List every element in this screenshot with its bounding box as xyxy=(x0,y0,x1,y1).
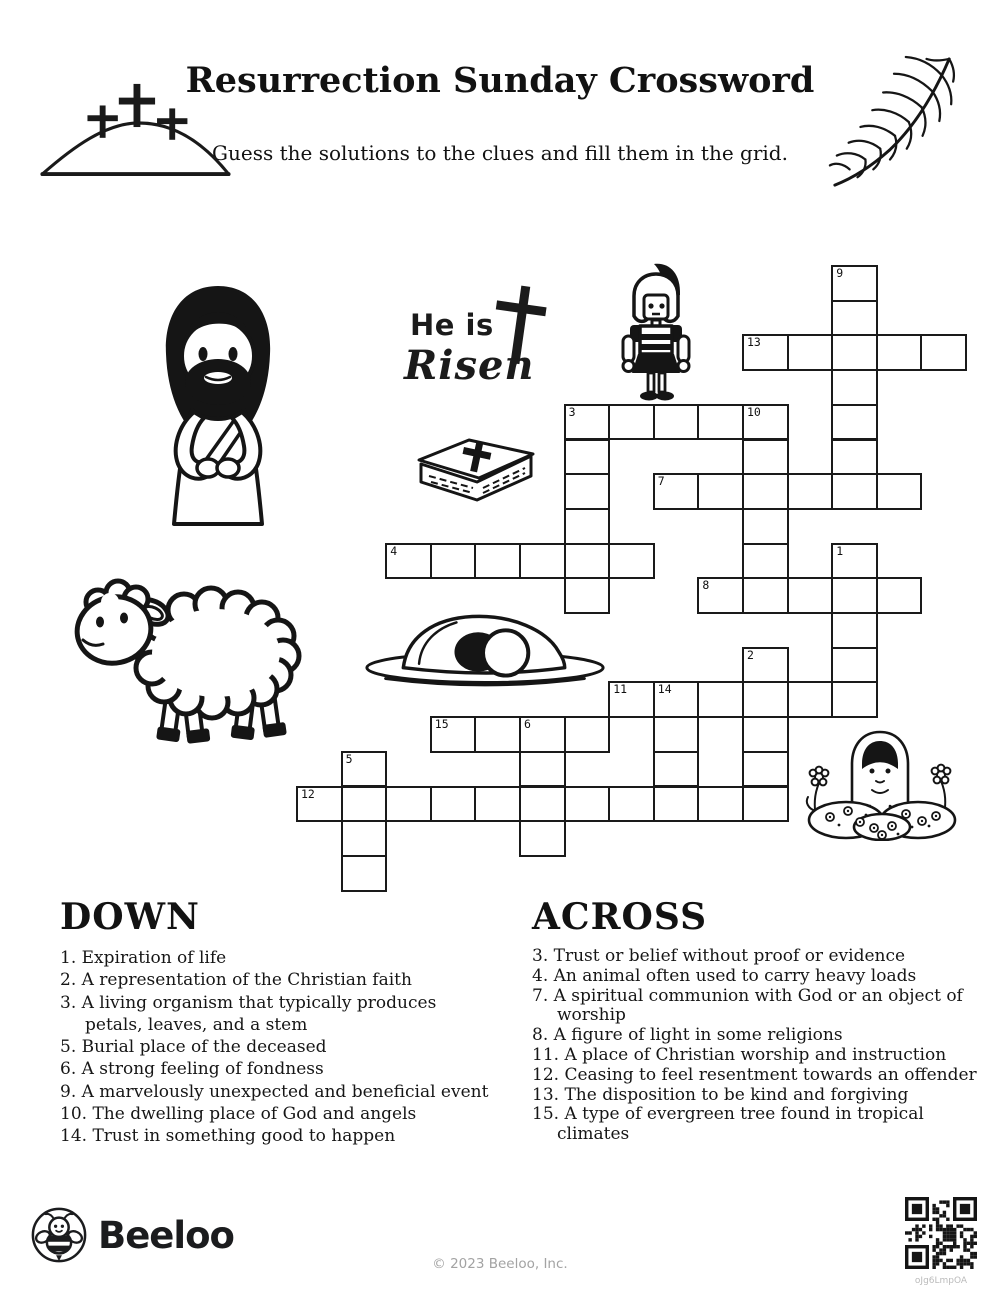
clue-text: A spiritual communion with God or an object of worship xyxy=(553,985,963,1026)
grid-cell[interactable] xyxy=(787,473,834,510)
grid-cell[interactable] xyxy=(831,612,878,649)
grid-cell[interactable] xyxy=(831,647,878,684)
cell-number: 7 xyxy=(657,474,665,489)
he-is-risen-graphic xyxy=(404,284,554,396)
grid-cell[interactable] xyxy=(742,334,789,371)
cell-number: 2 xyxy=(747,647,754,662)
grid-cell[interactable] xyxy=(831,369,878,406)
grid-cell[interactable] xyxy=(742,439,789,476)
grid-cell[interactable] xyxy=(341,751,388,788)
grid-cell[interactable] xyxy=(787,334,834,371)
grid-cell[interactable] xyxy=(341,820,388,857)
clue-number: 6. xyxy=(60,1059,82,1080)
clue-number: 8. xyxy=(532,1025,554,1046)
clue-item xyxy=(60,947,490,969)
grid-cell[interactable] xyxy=(564,543,611,580)
cell-number: 5 xyxy=(345,751,353,766)
grid-cell[interactable] xyxy=(831,439,878,476)
grid-cell[interactable] xyxy=(876,334,923,371)
clue-number: 15. xyxy=(532,1104,565,1125)
grid-cell[interactable] xyxy=(742,473,789,510)
roman-soldier-illustration xyxy=(608,262,704,402)
clue-text: A marvelously unexpected and beneficial event xyxy=(81,1081,489,1102)
grid-cell[interactable] xyxy=(742,751,789,788)
cell-number: 3 xyxy=(568,404,576,419)
grid-cell[interactable] xyxy=(653,404,700,441)
grid-cell[interactable] xyxy=(876,473,923,510)
grid-cell[interactable] xyxy=(787,577,834,614)
down-clue-list xyxy=(60,947,490,1148)
grid-cell[interactable] xyxy=(519,751,566,788)
grid-cell[interactable] xyxy=(430,543,477,580)
grid-cell[interactable] xyxy=(831,473,878,510)
clue-text: A strong feeling of fondness xyxy=(81,1059,324,1080)
grid-cell[interactable] xyxy=(787,681,834,718)
grid-cell[interactable] xyxy=(474,786,521,823)
qr-code-box xyxy=(905,1197,977,1286)
clue-item xyxy=(60,1036,490,1058)
grid-cell[interactable] xyxy=(608,404,655,441)
cell-number: 9 xyxy=(836,266,844,280)
grid-cell[interactable] xyxy=(697,404,744,441)
cell-number: 8 xyxy=(702,578,710,593)
clue-text: An animal often used to carry heavy loads xyxy=(553,965,917,986)
clue-number: 12. xyxy=(532,1064,565,1085)
clue-text: The disposition to be kind and forgiving xyxy=(564,1084,909,1105)
clue-item xyxy=(60,992,490,1037)
clue-item xyxy=(532,947,978,967)
grid-cell[interactable] xyxy=(608,786,655,823)
grid-cell[interactable] xyxy=(697,577,744,614)
grid-cell[interactable] xyxy=(831,300,878,337)
clue-text: The dwelling place of God and angels xyxy=(92,1104,417,1125)
grid-cell[interactable] xyxy=(564,716,611,753)
page-title: Resurrection Sunday Crossword xyxy=(185,60,815,101)
clue-item xyxy=(532,1105,978,1145)
grid-cell[interactable] xyxy=(831,577,878,614)
clue-number: 11. xyxy=(532,1044,565,1065)
page-subtitle: Guess the solutions to the clues and fill them in the grid. xyxy=(212,141,788,165)
clue-item xyxy=(60,1125,490,1147)
clue-text: Expiration of life xyxy=(81,948,227,968)
empty-tomb-illustration xyxy=(360,608,610,690)
grid-cell[interactable] xyxy=(742,786,789,823)
cell-number: 11 xyxy=(613,682,628,697)
grid-cell[interactable] xyxy=(831,334,878,371)
clue-number: 13. xyxy=(532,1084,565,1105)
across-clues-section xyxy=(532,896,978,1145)
clue-number: 7. xyxy=(532,985,554,1006)
grid-cell[interactable] xyxy=(831,404,878,441)
cell-number: 14 xyxy=(657,682,672,697)
clue-item xyxy=(60,1058,490,1080)
grid-cell[interactable] xyxy=(519,543,566,580)
clue-item xyxy=(532,1086,978,1106)
grid-cell[interactable] xyxy=(653,473,700,510)
clue-number: 5. xyxy=(60,1037,82,1058)
grid-cell[interactable] xyxy=(608,543,655,580)
cell-number: 12 xyxy=(301,786,315,801)
clue-item xyxy=(60,1081,490,1103)
palm-branch-icon xyxy=(828,54,958,192)
across-heading: ACROSS xyxy=(532,896,708,938)
grid-cell[interactable] xyxy=(742,508,789,545)
clue-item xyxy=(60,969,490,991)
clue-number: 9. xyxy=(60,1081,82,1102)
grid-cell[interactable] xyxy=(385,786,432,823)
cell-number: 13 xyxy=(747,335,761,350)
clue-text: A figure of light in some religions xyxy=(553,1025,843,1046)
grid-cell[interactable] xyxy=(564,404,611,441)
clue-text: Burial place of the deceased xyxy=(81,1037,327,1058)
sheep-illustration xyxy=(66,562,306,758)
clue-item xyxy=(532,1066,978,1086)
clue-number: 4. xyxy=(532,965,554,986)
clue-number: 1. xyxy=(60,948,82,968)
clue-item xyxy=(532,1026,978,1046)
grid-cell[interactable] xyxy=(608,681,655,718)
mary-illustration xyxy=(802,727,958,841)
clue-text: Ceasing to feel resentment towards an offender xyxy=(564,1064,977,1085)
grid-cell[interactable] xyxy=(742,716,789,753)
clue-text: A representation of the Christian faith xyxy=(81,970,412,991)
cell-number: 4 xyxy=(390,543,398,558)
grid-cell[interactable] xyxy=(920,334,967,371)
clue-item xyxy=(532,987,978,1027)
qr-code xyxy=(905,1197,977,1269)
down-heading: DOWN xyxy=(60,896,200,938)
grid-cell[interactable] xyxy=(742,577,789,614)
grid-cell[interactable] xyxy=(697,681,744,718)
clue-number: 2. xyxy=(60,970,82,991)
grid-cell[interactable] xyxy=(831,681,878,718)
clue-text: A type of evergreen tree found in tropical climates xyxy=(557,1104,924,1145)
grid-cell[interactable] xyxy=(564,439,611,476)
grid-cell[interactable] xyxy=(474,716,521,753)
grid-cell[interactable] xyxy=(653,786,700,823)
grid-cell[interactable] xyxy=(742,647,789,684)
grid-cell[interactable] xyxy=(519,716,566,753)
cell-number: 10 xyxy=(747,404,761,419)
grid-cell[interactable] xyxy=(876,577,923,614)
copyright-text: © 2023 Beeloo, Inc. xyxy=(432,1256,568,1272)
clue-item xyxy=(532,967,978,987)
clue-text: A place of Christian worship and instruction xyxy=(564,1044,947,1065)
grid-cell[interactable] xyxy=(341,786,388,823)
grid-cell[interactable] xyxy=(474,543,521,580)
clue-number: 3. xyxy=(60,992,82,1013)
grid-cell[interactable] xyxy=(653,751,700,788)
grid-cell[interactable] xyxy=(296,786,343,823)
grid-cell[interactable] xyxy=(430,786,477,823)
cell-number: 6 xyxy=(524,717,531,732)
grid-cell[interactable] xyxy=(519,820,566,857)
clue-item xyxy=(60,1103,490,1125)
grid-cell[interactable] xyxy=(653,716,700,753)
risen-text: Risen xyxy=(404,342,535,389)
grid-cell[interactable] xyxy=(653,681,700,718)
grid-cell[interactable] xyxy=(385,543,432,580)
grid-cell[interactable] xyxy=(697,786,744,823)
grid-cell[interactable] xyxy=(341,855,388,892)
grid-cell[interactable] xyxy=(564,508,611,545)
grid-cell[interactable] xyxy=(564,786,611,823)
grid-cell[interactable] xyxy=(742,404,789,441)
clue-text: Trust or belief without proof or evidence xyxy=(553,946,906,966)
clue-text: A living organism that typically produces petals, leaves, and a stem xyxy=(81,992,437,1035)
grid-cell[interactable] xyxy=(430,716,477,753)
grid-cell[interactable] xyxy=(519,786,566,823)
grid-cell[interactable] xyxy=(831,265,878,302)
across-clue-list xyxy=(532,947,978,1145)
grid-cell[interactable] xyxy=(564,473,611,510)
jesus-illustration xyxy=(148,278,288,532)
clue-item xyxy=(532,1046,978,1066)
cell-number: 1 xyxy=(836,543,844,558)
cell-number: 15 xyxy=(434,717,449,732)
he-is-text: He is xyxy=(410,308,494,342)
clue-number: 10. xyxy=(60,1104,93,1125)
grid-cell[interactable] xyxy=(742,543,789,580)
down-clues-section xyxy=(60,896,490,1148)
clue-number: 14. xyxy=(60,1126,93,1147)
qr-caption: oJg6LmpOA xyxy=(914,1276,968,1286)
grid-cell[interactable] xyxy=(697,473,744,510)
clue-number: 3. xyxy=(532,946,554,966)
bible-illustration xyxy=(407,434,542,508)
brand-wordmark: Beeloo xyxy=(98,1213,234,1257)
grid-cell[interactable] xyxy=(742,681,789,718)
clue-text: Trust in something good to happen xyxy=(92,1126,396,1147)
grid-cell[interactable] xyxy=(831,543,878,580)
three-crosses-hill-icon xyxy=(36,80,233,178)
